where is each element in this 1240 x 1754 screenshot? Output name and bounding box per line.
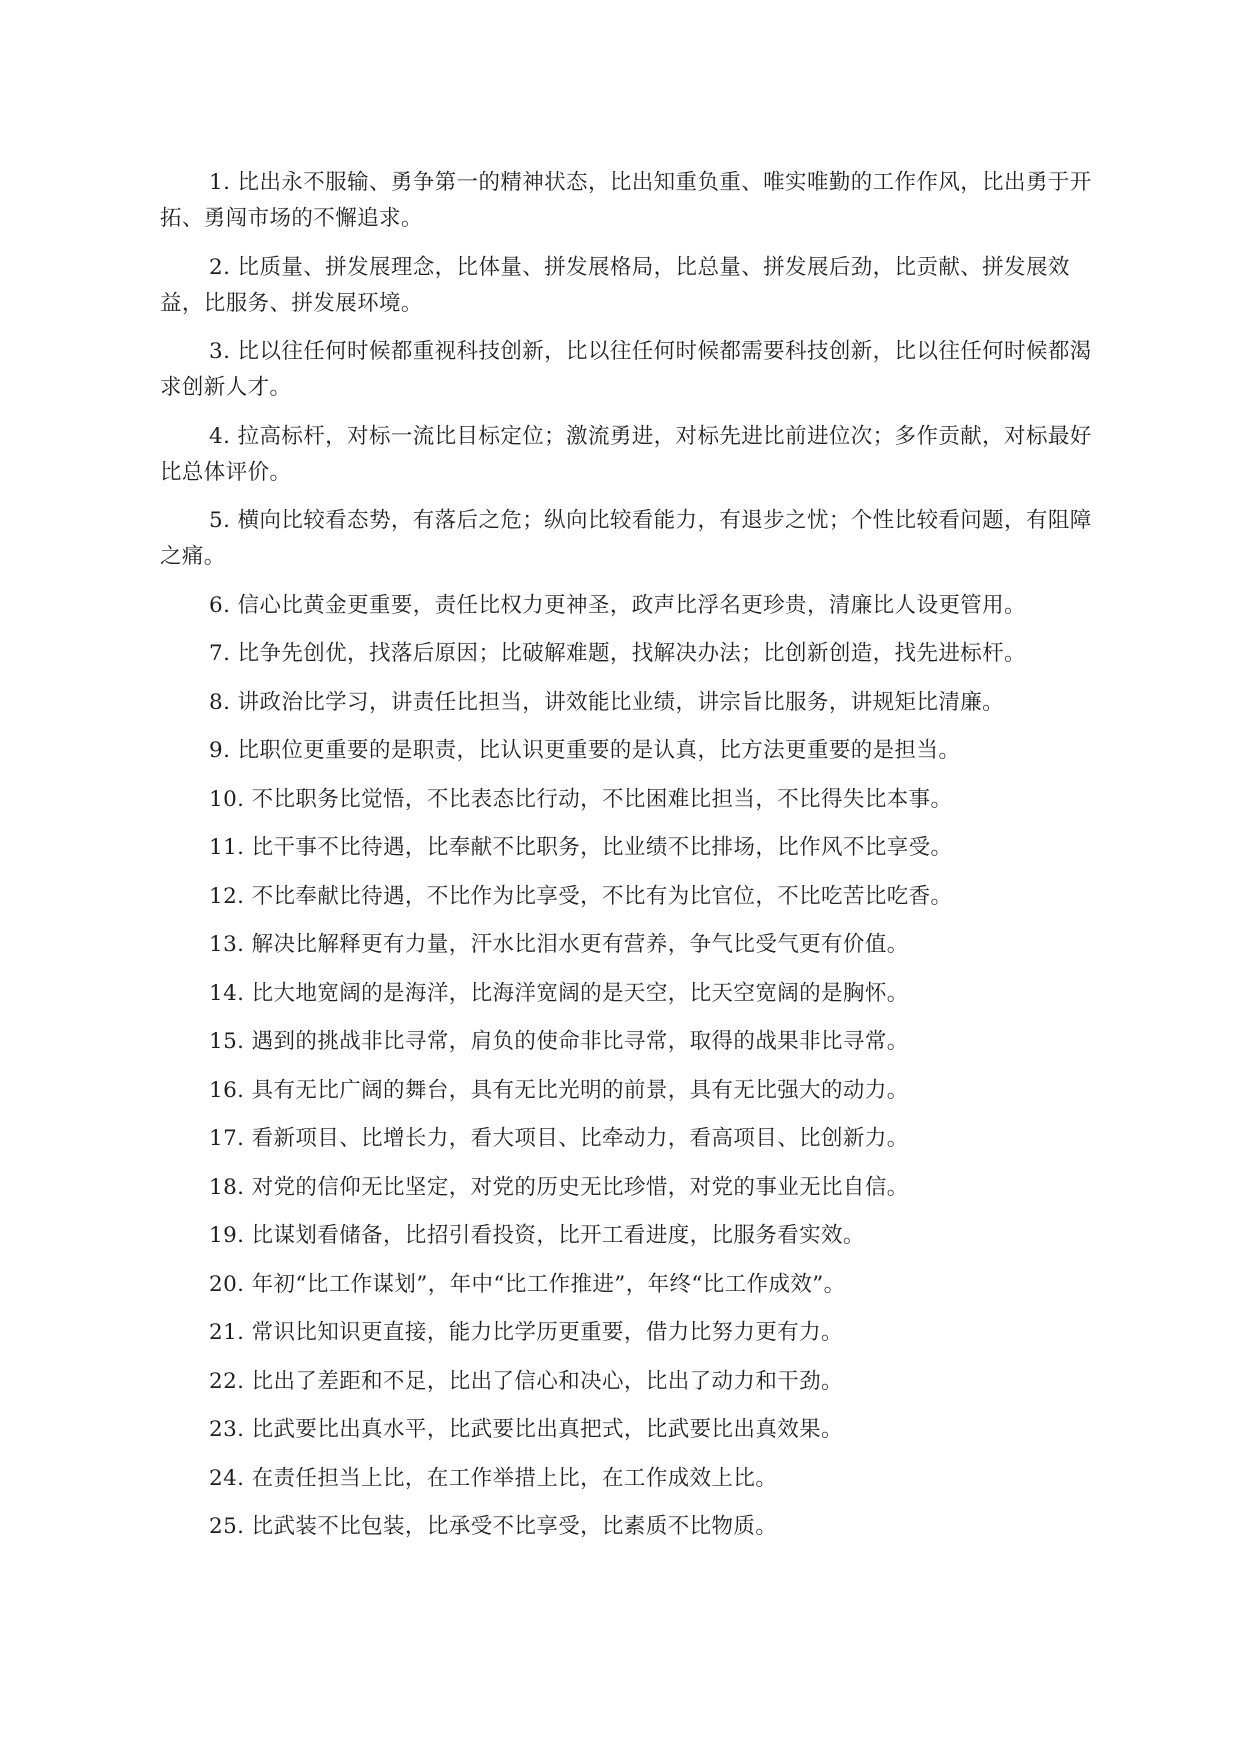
list-item: 7. 比争先创优，找落后原因；比破解难题，找解决办法；比创新创造，找先进标杆。 [209,641,1026,666]
list-item: 18. 对党的信仰无比坚定，对党的历史无比珍惜，对党的事业无比自信。 [209,1174,909,1200]
list-item: 23. 比武要比出真水平，比武要比出真把式，比武要比出真效果。 [209,1417,843,1442]
list-item: 8. 讲政治比学习，讲责任比担当，讲效能比业绩，讲宗旨比服务，讲规矩比清廉。 [209,689,1005,715]
list-item: 20. 年初“比工作谋划”，年中“比工作推进”，年终“比工作成效”。 [209,1271,846,1297]
list-item: 22. 比出了差距和不足，比出了信心和决心，比出了动力和干劲。 [209,1368,843,1394]
list-item: 3. 比以往任何时候都重视科技创新，比以往任何时候都需要科技创新，比以往任何时候都渴求创新人才。 [160,339,1092,400]
list-item: 17. 看新项目、比增长力，看大项目、比牵动力，看高项目、比创新力。 [209,1126,909,1151]
list-item: 15. 遇到的挑战非比寻常，肩负的使命非比寻常，取得的战果非比寻常。 [209,1029,909,1054]
list-item: 13. 解决比解释更有力量，汗水比泪水更有营养，争气比受气更有价值。 [209,932,909,957]
list-item: 16. 具有无比广阔的舞台，具有无比光明的前景，具有无比强大的动力。 [209,1077,909,1103]
list-item: 21. 常识比知识更直接，能力比学历更重要，借力比努力更有力。 [209,1320,843,1345]
list-item: 1. 比出永不服输、勇争第一的精神状态，比出知重负重、唯实唯勤的工作作风，比出勇于开拓、勇闯市场的不懈追求。 [160,170,1092,231]
list-item: 10. 不比职务比觉悟，不比表态比行动，不比困难比担当，不比得失比本事。 [209,786,953,812]
list-item: 9. 比职位更重要的是职责，比认识更重要的是认真，比方法更重要的是担当。 [209,738,961,763]
list-item: 11. 比干事不比待遇，比奉献不比职务，比业绩不比排场，比作风不比享受。 [209,835,953,860]
list-item: 5. 横向比较看态势，有落后之危；纵向比较看能力，有退步之忧；个性比较看问题，有阻障之痛。 [160,508,1092,569]
list-item: 2. 比质量、拼发展理念，比体量、拼发展格局，比总量、拼发展后劲，比贡献、拼发展效益，比服务、拼发展环境。 [160,254,1070,316]
list-item: 25. 比武装不比包装，比承受不比享受，比素质不比物质。 [209,1514,778,1539]
list-item: 19. 比谋划看储备，比招引看投资，比开工看进度，比服务看实效。 [209,1223,865,1248]
list-item: 24. 在责任担当上比，在工作举措上比，在工作成效上比。 [209,1465,778,1491]
list-item: 12. 不比奉献比待遇，不比作为比享受，不比有为比官位，不比吃苦比吃香。 [209,883,953,909]
list-item: 6. 信心比黄金更重要，责任比权力更神圣，政声比浮名更珍贵，清廉比人设更管用。 [209,592,1026,618]
list-item: 4. 拉高标杆，对标一流比目标定位；激流勇进，对标先进比前进位次；多作贡献，对标最好比总体评价。 [160,423,1092,485]
list-item: 14. 比大地宽阔的是海洋，比海洋宽阔的是天空，比天空宽阔的是胸怀。 [209,980,909,1006]
document-body [160,165,1100,1558]
